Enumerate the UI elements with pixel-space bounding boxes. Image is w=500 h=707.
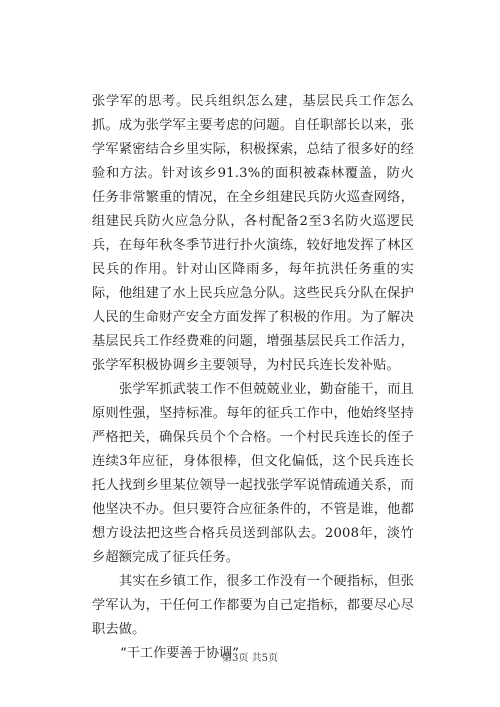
- paragraph-3: 其实在乡镇工作，很多工作没有一个硬指标，但张学军认为，干任何工作都要为自己定指标，都要尽心尽职去做。: [92, 574, 414, 637]
- document-body: [92, 90, 414, 666]
- paragraph-2: 张学军抓武装工作不但兢兢业业，勤奋能干，而且原则性强，坚持标准。每年的征兵工作中，他始终坚持严格把关，确保兵员个个合格。一个村民兵连长的侄子连续3年应征，身体很棒，但文化偏低，这个民兵连长托人找到乡里某位领导一起找张学军说情疏通关系，而他坚决不办。但只要符合应征条件的，不管是谁，他都想方设法把这些合格兵员送到部队去。2008年，淡竹乡超额完成了征兵任务。: [92, 382, 414, 565]
- page-footer: [0, 649, 500, 664]
- section-heading: “干工作要善于协调”: [120, 646, 239, 661]
- paragraph-1: 张学军的思考。民兵组织怎么建，基层民兵工作怎么抓。成为张学军主要考虑的问题。自任职部长以来，张学军紧密结合乡里实际，积极探索，总结了很多好的经验和方法。针对该乡91.3%的面积被森林覆盖，防火任务非常繁重的情况，在全乡组建民兵防火巡查网络，组建民兵防火应急分队，各村配备2至3名防火巡逻民兵，在每年秋冬季节进行扑火演练，较好地发挥了林区民兵的作用。针对山区降雨多，每年抗洪任务重的实际，他组建了水上民兵应急分队。这些民兵分队在保护人民的生命财产安全方面发挥了积极的作用。为了解决基层民兵工作经费难的问题，增强基层民兵工作活力，张学军积极协调乡主要领导，为村民兵连长发补贴。: [92, 94, 414, 373]
- page-indicator: 第3页 共5页: [222, 653, 278, 664]
